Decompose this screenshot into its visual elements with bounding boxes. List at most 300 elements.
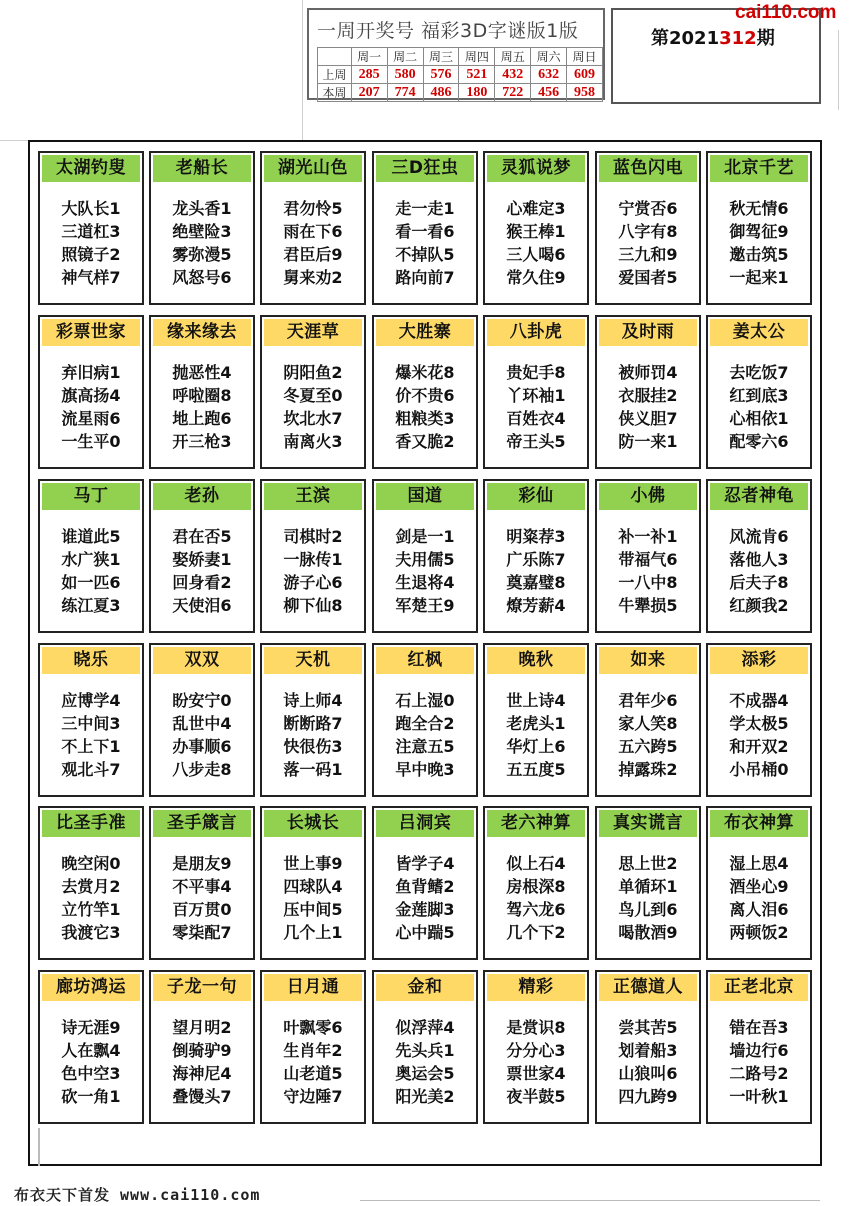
riddle-line: 先头兵1	[395, 1041, 455, 1060]
riddle-line: 坎北水7	[283, 409, 343, 428]
author-name: 国道	[376, 483, 474, 510]
riddle-line: 粗粮类3	[395, 409, 455, 428]
riddle-line: 诗上师4	[283, 691, 343, 710]
riddle-lines	[40, 197, 142, 289]
riddle-line: 舅来劝2	[283, 268, 343, 287]
riddle-line: 阳光美2	[395, 1087, 455, 1106]
author-name: 老孙	[153, 483, 251, 510]
riddle-lines	[485, 1016, 587, 1108]
puzzle-card	[260, 479, 366, 633]
author-name: 老船长	[153, 155, 251, 182]
riddle-line: 断断路7	[283, 714, 343, 733]
draw-number: 486	[423, 84, 459, 102]
riddle-line: 走一走1	[395, 199, 455, 218]
author-name: 子龙一句	[153, 974, 251, 1001]
riddle-line: 分分心3	[506, 1041, 566, 1060]
row-label: 本周	[318, 84, 352, 102]
riddle-line: 丫环袖1	[506, 386, 566, 405]
author-name: 天涯草	[264, 319, 362, 346]
riddle-line: 山狼叫6	[618, 1064, 678, 1083]
riddle-lines	[262, 689, 364, 781]
puzzle-card	[483, 806, 589, 960]
draw-number: 180	[459, 84, 495, 102]
footer-credit: 布衣天下首发 www.cai110.com	[14, 1186, 261, 1204]
riddle-line: 守边陲7	[283, 1087, 343, 1106]
riddle-line: 似浮萍4	[395, 1018, 455, 1037]
riddle-line: 爆米花8	[395, 363, 455, 382]
riddle-line: 立竹竿1	[61, 900, 121, 919]
riddle-line: 世上诗4	[506, 691, 566, 710]
riddle-line: 红到底3	[729, 386, 789, 405]
riddle-line: 奥运会5	[395, 1064, 455, 1083]
riddle-line: 盼安宁0	[172, 691, 232, 710]
author-name: 比圣手准	[42, 810, 140, 837]
riddle-line: 三道杠3	[61, 222, 121, 241]
riddle-line: 票世家4	[506, 1064, 566, 1083]
riddle-line: 山老道5	[283, 1064, 343, 1083]
riddle-line: 三九和9	[618, 245, 678, 264]
riddle-lines	[708, 197, 810, 289]
author-name: 蓝色闪电	[599, 155, 697, 182]
riddle-line: 八字有8	[618, 222, 678, 241]
weekly-results-box	[307, 8, 605, 100]
puzzle-card	[706, 643, 812, 797]
riddle-line: 龙头香1	[172, 199, 232, 218]
riddle-line: 明粢荐3	[506, 527, 566, 546]
riddle-line: 心相依1	[729, 409, 789, 428]
riddle-lines	[40, 1016, 142, 1108]
riddle-lines	[374, 197, 476, 289]
puzzle-card	[706, 151, 812, 305]
riddle-line: 心中踹5	[395, 923, 455, 942]
author-name: 如来	[599, 647, 697, 674]
draw-number: 576	[423, 66, 459, 84]
day-header: 周一	[351, 48, 387, 66]
riddle-line: 君勿怜5	[283, 199, 343, 218]
author-name: 马丁	[42, 483, 140, 510]
riddle-line: 鱼背鳍2	[395, 877, 455, 896]
draw-number: 958	[567, 84, 603, 102]
puzzle-card	[260, 970, 366, 1124]
puzzle-card	[372, 806, 478, 960]
riddle-line: 色中空3	[61, 1064, 121, 1083]
riddle-line: 人在飘4	[61, 1041, 121, 1060]
author-name: 小佛	[599, 483, 697, 510]
author-name: 精彩	[487, 974, 585, 1001]
issue-prefix: 第2021	[651, 28, 720, 49]
riddle-line: 几个下2	[506, 923, 566, 942]
riddle-line: 倒骑驴9	[172, 1041, 232, 1060]
day-header: 周四	[459, 48, 495, 66]
puzzle-card	[483, 479, 589, 633]
puzzle-card	[706, 970, 812, 1124]
puzzle-card	[260, 151, 366, 305]
riddle-lines	[485, 197, 587, 289]
draw-number: 521	[459, 66, 495, 84]
riddle-line: 错在吾3	[729, 1018, 789, 1037]
draw-number: 432	[495, 66, 531, 84]
puzzle-card	[260, 643, 366, 797]
riddle-line: 跑全合2	[395, 714, 455, 733]
draw-number: 285	[351, 66, 387, 84]
riddle-line: 雨在下6	[283, 222, 343, 241]
riddle-line: 石上湿0	[395, 691, 455, 710]
author-name: 忍者神龟	[710, 483, 808, 510]
riddle-lines	[708, 361, 810, 453]
riddle-lines	[597, 852, 699, 944]
riddle-line: 练江夏3	[61, 596, 121, 615]
riddle-line: 家人笑8	[618, 714, 678, 733]
author-name: 彩票世家	[42, 319, 140, 346]
riddle-line: 南离火3	[283, 432, 343, 451]
riddle-line: 注意五5	[395, 737, 455, 756]
riddle-line: 思上世2	[618, 854, 678, 873]
riddle-line: 一起来1	[729, 268, 789, 287]
day-header: 周三	[423, 48, 459, 66]
puzzle-card	[595, 970, 701, 1124]
day-header: 周六	[531, 48, 567, 66]
riddle-line: 如一匹6	[61, 573, 121, 592]
riddle-line: 回身看2	[172, 573, 232, 592]
author-name: 缘来缘去	[153, 319, 251, 346]
puzzle-card	[372, 970, 478, 1124]
puzzle-card	[149, 970, 255, 1124]
results-days-row	[318, 48, 603, 66]
riddle-line: 绝壁险3	[172, 222, 232, 241]
riddle-line: 水广狭1	[61, 550, 121, 569]
riddle-line: 贵妃手8	[506, 363, 566, 382]
riddle-line: 照镜子2	[61, 245, 121, 264]
riddle-line: 早中晚3	[395, 760, 455, 779]
author-name: 日月通	[264, 974, 362, 1001]
riddle-line: 去吃饭7	[729, 363, 789, 382]
riddle-line: 快很伤3	[283, 737, 343, 756]
riddle-lines	[485, 689, 587, 781]
riddle-line: 常久住9	[506, 268, 566, 287]
top-left-frame	[0, 0, 303, 141]
divider	[360, 1200, 820, 1201]
riddle-line: 牛犟损5	[618, 596, 678, 615]
riddle-line: 天使泪6	[172, 596, 232, 615]
riddle-line: 湿上思4	[729, 854, 789, 873]
riddle-lines	[151, 852, 253, 944]
riddle-line: 弃旧病1	[61, 363, 121, 382]
author-name: 大胜寨	[376, 319, 474, 346]
riddle-line: 晚空闲0	[61, 854, 121, 873]
riddle-line: 补一补1	[618, 527, 678, 546]
riddle-line: 军楚王9	[395, 596, 455, 615]
riddle-line: 君臣后9	[283, 245, 343, 264]
riddle-lines	[485, 361, 587, 453]
riddle-line: 看一看6	[395, 222, 455, 241]
author-name: 北京千艺	[710, 155, 808, 182]
riddle-lines	[485, 852, 587, 944]
riddle-lines	[40, 852, 142, 944]
riddle-line: 海神尼4	[172, 1064, 232, 1083]
riddle-line: 砍一角1	[61, 1087, 121, 1106]
puzzle-card	[706, 315, 812, 469]
author-name: 真实谎言	[599, 810, 697, 837]
riddle-line: 不平事4	[172, 877, 232, 896]
riddle-line: 游子心6	[283, 573, 343, 592]
riddle-line: 夫用儒5	[395, 550, 455, 569]
puzzle-card	[149, 315, 255, 469]
riddle-line: 去赏月2	[61, 877, 121, 896]
riddle-line: 被师罚4	[618, 363, 678, 382]
author-name: 八卦虎	[487, 319, 585, 346]
riddle-lines	[262, 852, 364, 944]
riddle-line: 学太极5	[729, 714, 789, 733]
riddle-line: 应博学4	[61, 691, 121, 710]
author-name: 灵狐说梦	[487, 155, 585, 182]
riddle-line: 爱国者5	[618, 268, 678, 287]
puzzle-card	[38, 151, 144, 305]
riddle-line: 不上下1	[61, 737, 121, 756]
riddle-lines	[374, 852, 476, 944]
riddle-line: 一叶秋1	[729, 1087, 789, 1106]
riddle-line: 落一码1	[283, 760, 343, 779]
author-name: 金和	[376, 974, 474, 1001]
riddle-line: 一八中8	[618, 573, 678, 592]
riddle-line: 生肖年2	[283, 1041, 343, 1060]
puzzle-card	[372, 479, 478, 633]
author-name: 红枫	[376, 647, 474, 674]
riddle-lines	[374, 361, 476, 453]
author-name: 晓乐	[42, 647, 140, 674]
riddle-line: 风怒号6	[172, 268, 232, 287]
riddle-lines	[597, 525, 699, 617]
riddle-line: 路向前7	[395, 268, 455, 287]
riddle-lines	[262, 1016, 364, 1108]
author-name: 吕洞宾	[376, 810, 474, 837]
puzzle-card	[38, 806, 144, 960]
riddle-line: 是赏识8	[506, 1018, 566, 1037]
riddle-line: 叠馒头7	[172, 1087, 232, 1106]
riddle-line: 司棋时2	[283, 527, 343, 546]
puzzle-card	[483, 315, 589, 469]
riddle-line: 旗高扬4	[61, 386, 121, 405]
riddle-lines	[151, 1016, 253, 1108]
riddle-line: 四九跨9	[618, 1087, 678, 1106]
author-name: 姜太公	[710, 319, 808, 346]
riddle-lines	[374, 1016, 476, 1108]
puzzle-card	[483, 643, 589, 797]
riddle-line: 剑是一1	[395, 527, 455, 546]
author-name: 老六神算	[487, 810, 585, 837]
riddle-line: 侠义胆7	[618, 409, 678, 428]
riddle-line: 零柒配7	[172, 923, 232, 942]
riddle-lines	[597, 1016, 699, 1108]
riddle-line: 望月明2	[172, 1018, 232, 1037]
riddle-line: 风流肯6	[729, 527, 789, 546]
riddle-line: 奠嘉璧8	[506, 573, 566, 592]
riddle-lines	[262, 525, 364, 617]
riddle-line: 燎芳薪4	[506, 596, 566, 615]
riddle-line: 离人泪6	[729, 900, 789, 919]
author-name: 天机	[264, 647, 362, 674]
riddle-line: 衣服挂2	[618, 386, 678, 405]
riddle-line: 防一来1	[618, 432, 678, 451]
riddle-lines	[708, 689, 810, 781]
riddle-line: 御驾征9	[729, 222, 789, 241]
riddle-line: 酒坐心9	[729, 877, 789, 896]
riddle-line: 两顿饭2	[729, 923, 789, 942]
riddle-line: 大队长1	[61, 199, 121, 218]
riddle-lines	[597, 689, 699, 781]
last-week-row	[318, 66, 603, 84]
puzzle-card	[372, 151, 478, 305]
author-name: 圣手箴言	[153, 810, 251, 837]
riddle-line: 鸟儿到6	[618, 900, 678, 919]
puzzle-card	[372, 643, 478, 797]
riddle-line: 落他人3	[729, 550, 789, 569]
draw-number: 722	[495, 84, 531, 102]
author-name: 及时雨	[599, 319, 697, 346]
riddle-line: 二路号2	[729, 1064, 789, 1083]
riddle-line: 金莲脚3	[395, 900, 455, 919]
puzzle-card	[595, 643, 701, 797]
results-table	[317, 47, 603, 102]
author-name: 正德道人	[599, 974, 697, 1001]
riddle-line: 广乐陈7	[506, 550, 566, 569]
results-title: 一周开奖号 福彩3D字谜版1版	[317, 20, 579, 42]
puzzle-card	[149, 151, 255, 305]
corner-cell	[318, 48, 352, 66]
divider	[838, 30, 839, 110]
riddle-line: 呼啦圈8	[172, 386, 232, 405]
draw-number: 632	[531, 66, 567, 84]
riddle-line: 小吊桶0	[729, 760, 789, 779]
riddle-line: 皆学子4	[395, 854, 455, 873]
riddle-line: 是朋友9	[172, 854, 232, 873]
riddle-line: 流星雨6	[61, 409, 121, 428]
author-name: 正老北京	[710, 974, 808, 1001]
riddle-lines	[708, 525, 810, 617]
riddle-lines	[151, 197, 253, 289]
riddle-line: 帝王头5	[506, 432, 566, 451]
riddle-line: 配零六6	[729, 432, 789, 451]
riddle-lines	[151, 361, 253, 453]
riddle-line: 生退将4	[395, 573, 455, 592]
riddle-line: 猴王棒1	[506, 222, 566, 241]
riddle-line: 谁道此5	[61, 527, 121, 546]
puzzle-card	[149, 479, 255, 633]
riddle-lines	[151, 689, 253, 781]
puzzle-card	[706, 806, 812, 960]
riddle-line: 办事顺6	[172, 737, 232, 756]
puzzle-card	[38, 479, 144, 633]
riddle-lines	[597, 361, 699, 453]
riddle-line: 百万贯0	[172, 900, 232, 919]
riddle-line: 价不贵6	[395, 386, 455, 405]
puzzle-card	[595, 315, 701, 469]
riddle-line: 五五度5	[506, 760, 566, 779]
puzzle-card	[483, 151, 589, 305]
riddle-line: 几个上1	[283, 923, 343, 942]
riddle-line: 雾弥漫5	[172, 245, 232, 264]
riddle-lines	[40, 525, 142, 617]
riddle-line: 八步走8	[172, 760, 232, 779]
riddle-line: 抛恶性4	[172, 363, 232, 382]
riddle-line: 三人喝6	[506, 245, 566, 264]
riddle-line: 四球队4	[283, 877, 343, 896]
riddle-lines	[151, 525, 253, 617]
riddle-line: 邀击筑5	[729, 245, 789, 264]
riddle-lines	[374, 525, 476, 617]
riddle-line: 五六跨5	[618, 737, 678, 756]
riddle-line: 一脉传1	[283, 550, 343, 569]
riddle-line: 似上石4	[506, 854, 566, 873]
site-watermark[interactable]: cai110.com	[735, 2, 837, 23]
puzzle-grid	[28, 140, 822, 1166]
riddle-line: 诗无涯9	[61, 1018, 121, 1037]
puzzle-card	[38, 643, 144, 797]
puzzle-card	[38, 970, 144, 1124]
riddle-line: 观北斗7	[61, 760, 121, 779]
puzzle-card	[149, 806, 255, 960]
draw-number: 580	[387, 66, 423, 84]
riddle-line: 墙边行6	[729, 1041, 789, 1060]
puzzle-card	[706, 479, 812, 633]
riddle-line: 不成器4	[729, 691, 789, 710]
puzzle-card	[595, 806, 701, 960]
author-name: 双双	[153, 647, 251, 674]
author-name: 添彩	[710, 647, 808, 674]
riddle-line: 和开双2	[729, 737, 789, 756]
riddle-lines	[262, 197, 364, 289]
riddle-line: 君在否5	[172, 527, 232, 546]
riddle-line: 红颜我2	[729, 596, 789, 615]
riddle-line: 驾六龙6	[506, 900, 566, 919]
author-name: 湖光山色	[264, 155, 362, 182]
riddle-line: 开三枪3	[172, 432, 232, 451]
riddle-line: 我渡它3	[61, 923, 121, 942]
author-name: 王滨	[264, 483, 362, 510]
riddle-line: 冬夏至0	[283, 386, 343, 405]
puzzle-card	[149, 643, 255, 797]
riddle-line: 划着船3	[618, 1041, 678, 1060]
riddle-line: 君年少6	[618, 691, 678, 710]
riddle-lines	[40, 361, 142, 453]
author-name: 彩仙	[487, 483, 585, 510]
day-header: 周日	[567, 48, 603, 66]
puzzle-card	[483, 970, 589, 1124]
riddle-line: 华灯上6	[506, 737, 566, 756]
riddle-line: 掉露珠2	[618, 760, 678, 779]
riddle-line: 香又脆2	[395, 432, 455, 451]
riddle-line: 不掉队5	[395, 245, 455, 264]
riddle-line: 带福气6	[618, 550, 678, 569]
riddle-line: 百姓衣4	[506, 409, 566, 428]
issue-num: 312	[719, 28, 757, 49]
riddle-line: 叶飘零6	[283, 1018, 343, 1037]
row-label: 上周	[318, 66, 352, 84]
riddle-line: 宁赏否6	[618, 199, 678, 218]
this-week-row	[318, 84, 603, 102]
riddle-line: 乱世中4	[172, 714, 232, 733]
puzzle-card	[38, 315, 144, 469]
riddle-lines	[708, 1016, 810, 1108]
riddle-line: 娶娇妻1	[172, 550, 232, 569]
riddle-line: 三中间3	[61, 714, 121, 733]
riddle-line: 喝散酒9	[618, 923, 678, 942]
riddle-line: 夜半鼓5	[506, 1087, 566, 1106]
draw-number: 609	[567, 66, 603, 84]
draw-number: 456	[531, 84, 567, 102]
riddle-lines	[597, 197, 699, 289]
riddle-line: 一生平0	[61, 432, 121, 451]
author-name: 布衣神算	[710, 810, 808, 837]
